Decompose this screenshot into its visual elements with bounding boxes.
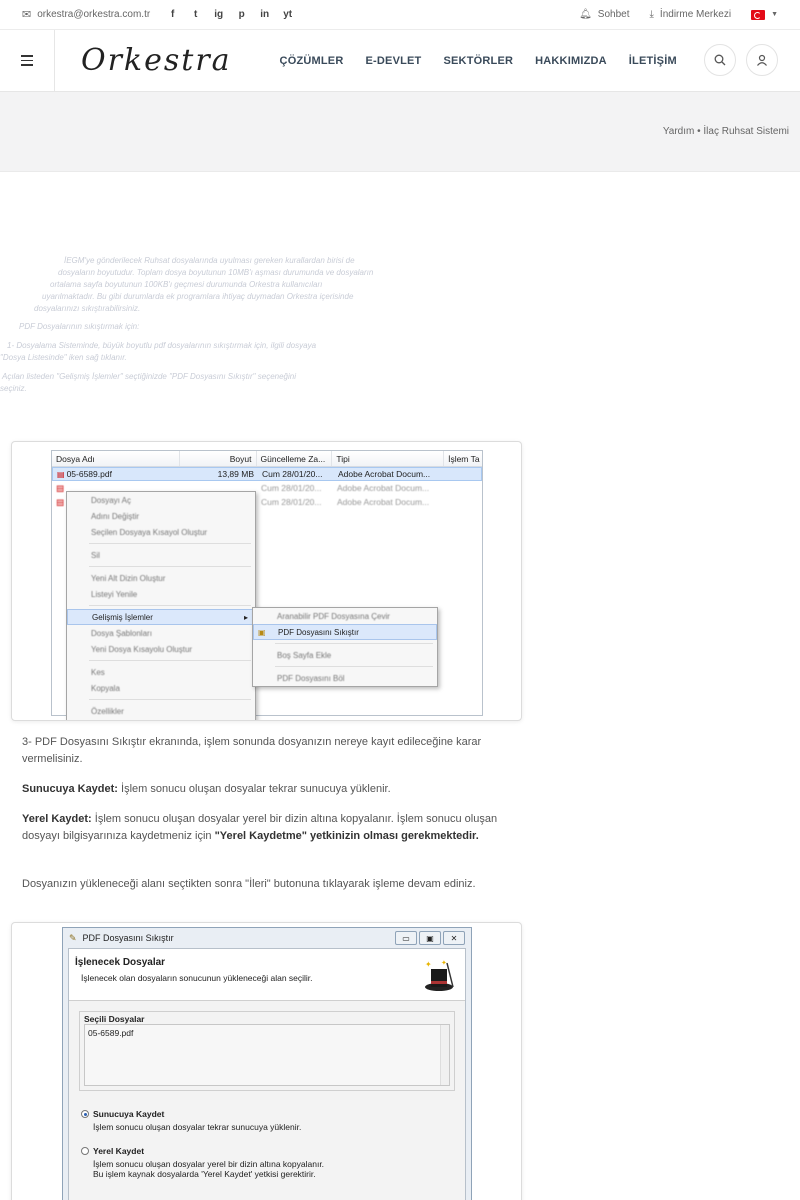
menu-item-properties[interactable]: Özellikler	[91, 706, 124, 716]
menu-item-refresh[interactable]: Listeyi Yenile	[91, 589, 138, 599]
selected-files-group	[79, 1011, 455, 1091]
logo[interactable]: Orkestra	[81, 43, 232, 78]
top-bar	[0, 0, 800, 30]
instagram-icon[interactable]: ig	[214, 9, 224, 20]
radio-button[interactable]	[81, 1147, 89, 1155]
hamburger-line	[21, 55, 33, 57]
submenu-item-searchable-pdf[interactable]: Aranabilir PDF Dosyasına Çevir	[277, 611, 390, 621]
intro-line: dosyaların boyutudur. Toplam dosya boyutunun 10MB'ı aşması durumunda ve dosyaların	[58, 268, 374, 277]
local-save-label: Yerel Kaydet:	[22, 813, 92, 825]
menu-item-advanced-label: Gelişmiş İşlemler	[92, 612, 153, 622]
menu-item-new-shortcut[interactable]: Yeni Dosya Kısayolu Oluştur	[91, 644, 193, 654]
minimize-button[interactable]: ▭	[395, 931, 417, 945]
search-icon	[714, 54, 726, 66]
radio-label: Yerel Kaydet	[93, 1146, 145, 1156]
nav-item-iletisim[interactable]: İLETİŞİM	[628, 54, 677, 67]
file-size: 13,89 MB	[217, 469, 254, 479]
nav-item-sektorler[interactable]: SEKTÖRLER	[443, 54, 514, 67]
magic-hat-icon	[421, 957, 457, 993]
chevron-down-icon: ▼	[771, 11, 778, 18]
download-icon: ⤓	[649, 9, 654, 20]
radio-button-checked[interactable]	[81, 1110, 89, 1118]
intro-line: Açılan listeden "Gelişmiş İşlemler" seçtiğinizde "PDF Dosyasını Sıkıştır" seçeneğini	[2, 372, 296, 381]
menu-divider	[89, 660, 251, 661]
file-name: 05-6589.pdf	[66, 469, 112, 479]
pdf-icon: ▤	[57, 469, 65, 479]
server-save-paragraph	[22, 781, 512, 798]
svg-text:✦: ✦	[425, 960, 432, 969]
menu-divider	[89, 605, 251, 606]
svg-text:✦: ✦	[441, 960, 447, 967]
nav-item-cozumler[interactable]: ÇÖZÜMLER	[279, 54, 344, 67]
bell-icon: 🔔︎	[579, 9, 592, 20]
server-save-label: Sunucuya Kaydet:	[22, 783, 118, 795]
close-button[interactable]: ✕	[443, 931, 465, 945]
youtube-icon[interactable]: yt	[283, 9, 293, 20]
screenshot-context-menu	[11, 441, 522, 721]
hamburger-line	[21, 64, 33, 66]
intro-line: dosyalarınızı sıkıştırabilirsiniz.	[34, 304, 141, 313]
breadcrumb: Yardım • İlaç Ruhsat Sistemi	[662, 126, 789, 137]
menu-item-advanced[interactable]	[67, 609, 255, 625]
file-type: Adobe Acrobat Docum...	[338, 469, 431, 479]
hamburger-line	[21, 60, 33, 62]
intro-line: "Dosya Listesinde" iken sağ tıklanır.	[0, 353, 127, 362]
radio-label: Sunucuya Kaydet	[93, 1109, 165, 1119]
email-text: orkestra@orkestra.com.tr	[37, 9, 151, 20]
file-date: Cum 28/01/20...	[261, 483, 322, 493]
file-date: Cum 28/01/20...	[261, 497, 322, 507]
search-button[interactable]	[704, 44, 736, 76]
menu-button[interactable]	[0, 30, 55, 92]
list-item[interactable]: 05-6589.pdf	[88, 1028, 134, 1038]
file-type: Adobe Acrobat Docum...	[337, 497, 430, 507]
main-header	[0, 30, 800, 92]
compress-dialog	[62, 927, 472, 1200]
linkedin-icon[interactable]: in	[260, 9, 270, 20]
menu-divider	[89, 566, 251, 567]
menu-item-rename[interactable]: Adını Değiştir	[91, 511, 140, 521]
local-save-text: İşlem sonucu oluşan dosyalar yerel bir dizin altına kopyalanır. İşlem sonucu oluşan dosyayı bilgisyarınıza kaydetmeniz için	[22, 813, 498, 842]
scrollbar[interactable]	[440, 1025, 449, 1085]
menu-item-copy[interactable]: Kopyala	[91, 683, 120, 693]
nav-item-e-devlet[interactable]: E-DEVLET	[365, 54, 422, 67]
file-date: Cum 28/01/20...	[262, 469, 323, 479]
radio-description: Bu işlem kaynak dosyalarda 'Yerel Kaydet' yetkisi gerektirir.	[93, 1169, 316, 1179]
table-row[interactable]	[52, 467, 482, 481]
compress-icon: ▣	[258, 627, 266, 637]
radio-description: İşlem sonucu oluşan dosyalar tekrar sunucuya yüklenir.	[93, 1122, 302, 1132]
file-list-header	[52, 451, 482, 467]
pdf-icon: ▤	[56, 496, 65, 507]
download-label: İndirme Merkezi	[659, 9, 732, 20]
column-header[interactable]: Boyut	[180, 451, 257, 466]
intro-line: seçiniz.	[0, 384, 27, 393]
column-header[interactable]: Dosya Adı	[52, 451, 180, 466]
intro-line: 1- Dosyalama Sisteminde, büyük boyutlu pdf dosyalarının sıkıştırmak için, ilgili dosyaya	[7, 341, 317, 350]
menu-item-open[interactable]: Dosyayı Aç	[91, 495, 132, 505]
nav-item-hakkimizda[interactable]: HAKKIMIZDA	[535, 54, 607, 67]
submenu-item-compress-pdf[interactable]	[253, 624, 437, 640]
page-banner	[0, 92, 800, 172]
menu-item-cut[interactable]: Kes	[91, 667, 105, 677]
dialog-subheading: İşlenecek olan dosyaların sonucunun yükleneceği alan seçilir.	[81, 973, 313, 983]
submenu-item-compress-label: PDF Dosyasını Sıkıştır	[278, 627, 359, 637]
file-list	[51, 450, 483, 716]
selected-files-list[interactable]	[84, 1024, 450, 1086]
local-save-requirement: "Yerel Kaydetme" yetkinizin olması gerekmektedir.	[214, 830, 479, 842]
local-save-paragraph	[22, 811, 512, 845]
account-button[interactable]	[746, 44, 778, 76]
server-save-text: İşlem sonucu oluşan dosyalar tekrar sunucuya yüklenir.	[117, 783, 391, 795]
intro-line: PDF Dosyalarının sıkıştırmak için:	[19, 322, 140, 331]
pencil-icon: ✎	[69, 932, 77, 943]
radio-description: İşlem sonucu oluşan dosyalar yerel bir dizin altına kopyalanır.	[93, 1159, 325, 1169]
chat-link[interactable]	[579, 9, 629, 20]
group-label: Seçili Dosyalar	[84, 1014, 145, 1024]
dialog-heading: İşlenecek Dosyalar	[75, 957, 166, 968]
chat-label: Sohbet	[597, 9, 630, 20]
menu-item-templates[interactable]: Dosya Şablonları	[91, 628, 152, 638]
column-header[interactable]: Güncelleme Za...	[257, 451, 333, 466]
column-header[interactable]: Tipi	[332, 451, 444, 466]
pdf-icon: ▤	[56, 482, 65, 493]
submenu	[252, 607, 438, 687]
radio-local-save[interactable]	[81, 1146, 465, 1179]
menu-item-delete[interactable]: Sil	[91, 550, 100, 560]
intro-line: uyarılmaktadır. Bu gibi durumlarda ek programlara ihtiyaç duymadan Orkestra içerisinde	[42, 292, 354, 301]
chevron-right-icon: ▸	[243, 612, 248, 622]
main-nav	[280, 55, 677, 67]
facebook-icon[interactable]: f	[171, 9, 175, 20]
next-step-paragraph: Dosyanızın yükleneceği alanı seçtikten sonra "İleri" butonuna tıklayarak işleme devam ediniz.	[22, 878, 476, 890]
menu-divider	[275, 666, 433, 667]
dialog-header	[69, 949, 465, 1001]
column-header[interactable]: İşlem Ta	[448, 453, 480, 464]
menu-divider	[89, 543, 251, 544]
turkey-flag-icon	[751, 10, 765, 20]
mail-icon: ✉	[22, 9, 32, 21]
email-link[interactable]	[22, 8, 150, 21]
language-selector[interactable]	[751, 10, 778, 20]
maximize-button[interactable]: ▣	[419, 931, 441, 945]
twitter-icon[interactable]: t	[194, 9, 198, 20]
menu-divider	[89, 699, 251, 700]
social-links	[168, 9, 292, 20]
user-icon	[756, 54, 768, 66]
submenu-item-split-pdf[interactable]: PDF Dosyasını Böl	[277, 673, 345, 683]
intro-line: İEGM'ye gönderilecek Ruhsat dosyalarında uyulması gereken kurallardan birisi de	[64, 256, 355, 265]
dialog-title: PDF Dosyasını Sıkıştır	[82, 933, 174, 943]
dialog-titlebar	[63, 928, 471, 948]
menu-item-new-folder[interactable]: Yeni Alt Dizin Oluştur	[91, 573, 166, 583]
context-menu	[66, 491, 256, 721]
intro-line: ortalama sayfa boyutunun 100KB'ı geçmesi durumunda Orkestra kullanıcıları	[50, 280, 323, 289]
step3-paragraph: 3- PDF Dosyasını Sıkıştır ekranında, işlem sonunda dosyanızın nereye kayıt edileceğine karar vermelisiniz.	[22, 736, 482, 765]
file-type: Adobe Acrobat Docum...	[337, 483, 430, 493]
download-center-link[interactable]	[650, 9, 732, 20]
menu-item-shortcut[interactable]: Seçilen Dosyaya Kısayol Oluştur	[91, 527, 208, 537]
radio-server-save[interactable]	[81, 1109, 465, 1132]
submenu-item-add-page[interactable]: Boş Sayfa Ekle	[277, 650, 332, 660]
pinterest-icon[interactable]: p	[238, 9, 245, 20]
screenshot-compress-dialog	[11, 922, 522, 1200]
menu-divider	[275, 643, 433, 644]
